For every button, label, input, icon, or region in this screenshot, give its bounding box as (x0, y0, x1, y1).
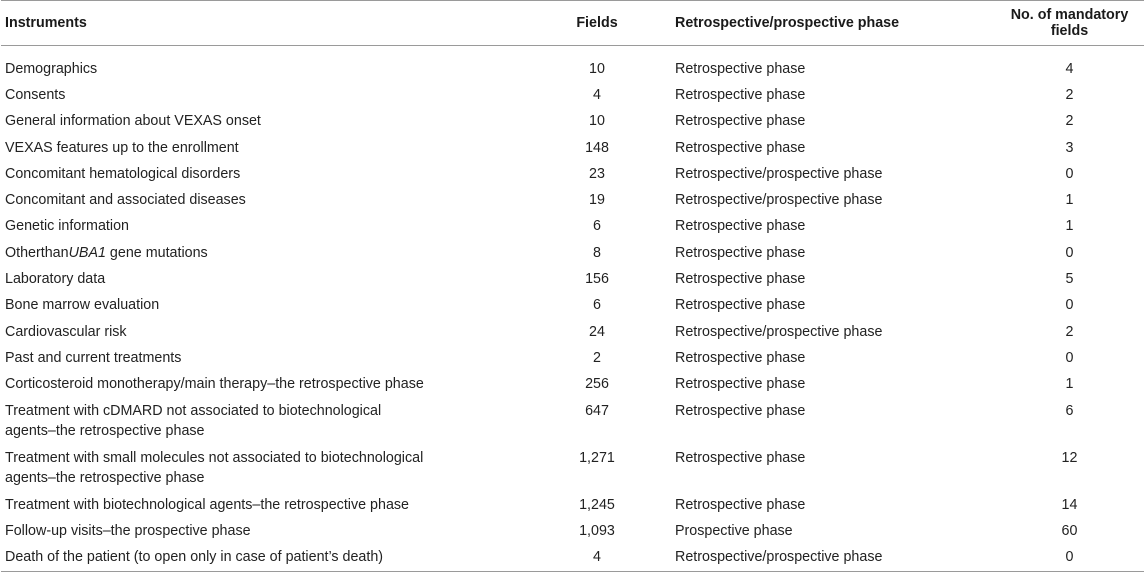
instrument-prefix: Otherthan (5, 244, 69, 261)
header-fields: Fields (529, 1, 665, 46)
phase-cell: Retrospective phase (675, 449, 806, 466)
instrument-line-2: agents–the retrospective phase (5, 469, 205, 486)
mandatory-cell: 1 (1065, 192, 1074, 209)
phase-cell: Retrospective phase (675, 297, 806, 314)
table-row (1, 210, 1144, 236)
table-row (1, 105, 1144, 131)
mandatory-cell: 0 (1065, 297, 1074, 314)
instrument-cell: Demographics (5, 61, 98, 77)
phase-cell: Retrospective phase (675, 218, 806, 235)
instrument-cell: Laboratory data (5, 271, 106, 288)
fields-cell: 24 (589, 323, 605, 340)
phase-cell: Retrospective phase (675, 139, 806, 156)
instruments-table (1, 0, 1144, 572)
instrument-cell: Follow-up visits–the prospective phase (5, 522, 251, 539)
phase-cell: Retrospective phase (675, 402, 806, 419)
table-row (1, 316, 1144, 342)
fields-cell: 10 (589, 61, 605, 77)
fields-cell: 10 (589, 113, 605, 130)
fields-cell: 1,271 (579, 449, 615, 466)
mandatory-cell: 1 (1065, 376, 1074, 393)
phase-cell: Retrospective phase (675, 244, 806, 261)
fields-cell: 148 (585, 139, 609, 156)
fields-cell: 256 (585, 376, 609, 393)
instrument-suffix: gene mutations (105, 244, 208, 261)
mandatory-cell: 4 (1065, 61, 1074, 77)
header-mandatory: No. of mandatory fields (959, 1, 1144, 46)
header-instruments: Instruments (1, 1, 529, 46)
table-row (1, 489, 1144, 515)
instrument-cell: Concomitant hematological disorders (5, 165, 241, 182)
instrument-cell: Death of the patient (to open only in case of patient’s death) (1, 541, 529, 571)
fields-cell: 23 (589, 165, 605, 182)
instrument-cell: VEXAS features up to the enrollment (5, 139, 239, 156)
phase-cell: Retrospective phase (675, 349, 806, 366)
instrument-cell: General information about VEXAS onset (5, 113, 261, 130)
phase-cell: Prospective phase (675, 522, 793, 539)
table-row (1, 132, 1144, 158)
mandatory-cell: 2 (1065, 323, 1074, 340)
table-row (1, 342, 1144, 368)
header-phase: Retrospective/prospective phase (665, 1, 959, 46)
mandatory-cell: 3 (1065, 139, 1074, 156)
table-row (1, 46, 1144, 80)
table-row (1, 184, 1144, 210)
fields-cell: 4 (593, 87, 601, 103)
instrument-cell (1, 237, 529, 263)
phase-cell: Retrospective/prospective phase (675, 192, 883, 209)
mandatory-cell: 0 (1065, 349, 1074, 366)
table-row (1, 79, 1144, 105)
mandatory-cell: 12 (1061, 449, 1078, 466)
fields-cell: 8 (593, 244, 601, 261)
fields-cell: 1,093 (579, 522, 615, 539)
instrument-cell: Cardiovascular risk (5, 323, 127, 340)
table-row (1, 158, 1144, 184)
phase-cell: Retrospective phase (675, 376, 806, 393)
instrument-cell (1, 442, 529, 489)
mandatory-cell: 2 (1065, 87, 1074, 103)
mandatory-cell: 2 (1065, 113, 1074, 130)
phase-cell: Retrospective phase (675, 496, 806, 513)
mandatory-cell: 6 (1065, 402, 1074, 419)
phase-cell: Retrospective phase (675, 87, 806, 103)
phase-cell: Retrospective phase (675, 271, 806, 288)
instrument-cell (1, 395, 529, 442)
phase-cell: Retrospective phase (675, 61, 806, 77)
mandatory-cell: 0 (959, 541, 1144, 571)
table-row (1, 237, 1144, 263)
table-row (1, 515, 1144, 541)
mandatory-cell: 60 (1061, 522, 1078, 539)
instrument-cell: Consents (5, 87, 66, 103)
instrument-line-2: agents–the retrospective phase (5, 422, 205, 439)
phase-cell: Retrospective/prospective phase (665, 541, 959, 571)
fields-cell: 156 (585, 271, 609, 288)
fields-cell: 1,245 (579, 496, 615, 513)
instrument-cell: Treatment with biotechnological agents–the retrospective phase (5, 496, 409, 513)
mandatory-cell: 1 (1065, 218, 1074, 235)
instrument-gene-name: UBA1 (68, 244, 106, 261)
instrument-line-1: Treatment with cDMARD not associated to biotechnological (5, 402, 382, 419)
phase-cell: Retrospective/prospective phase (675, 323, 883, 340)
fields-cell: 6 (593, 297, 601, 314)
table-row (1, 541, 1144, 571)
phase-cell: Retrospective phase (675, 113, 806, 130)
instrument-cell: Concomitant and associated diseases (5, 192, 246, 209)
fields-cell: 19 (589, 192, 605, 209)
header-row (1, 1, 1144, 46)
table-row (1, 395, 1144, 442)
mandatory-cell: 0 (1065, 244, 1074, 261)
instrument-cell: Genetic information (5, 218, 129, 235)
table-row (1, 442, 1144, 489)
instrument-line-1: Treatment with small molecules not associated to biotechnological (5, 449, 424, 466)
phase-cell: Retrospective/prospective phase (675, 165, 883, 182)
fields-cell: 647 (585, 402, 609, 419)
fields-cell: 6 (593, 218, 601, 235)
instrument-cell: Past and current treatments (5, 349, 182, 366)
mandatory-cell: 5 (1065, 271, 1074, 288)
table-row (1, 263, 1144, 289)
mandatory-cell: 0 (1065, 165, 1074, 182)
fields-cell: 4 (529, 541, 665, 571)
mandatory-cell: 14 (1061, 496, 1078, 513)
instrument-cell: Corticosteroid monotherapy/main therapy–the retrospective phase (5, 376, 424, 393)
table-row (1, 289, 1144, 315)
instrument-cell: Bone marrow evaluation (5, 297, 160, 314)
fields-cell: 2 (593, 349, 601, 366)
table-row (1, 368, 1144, 394)
